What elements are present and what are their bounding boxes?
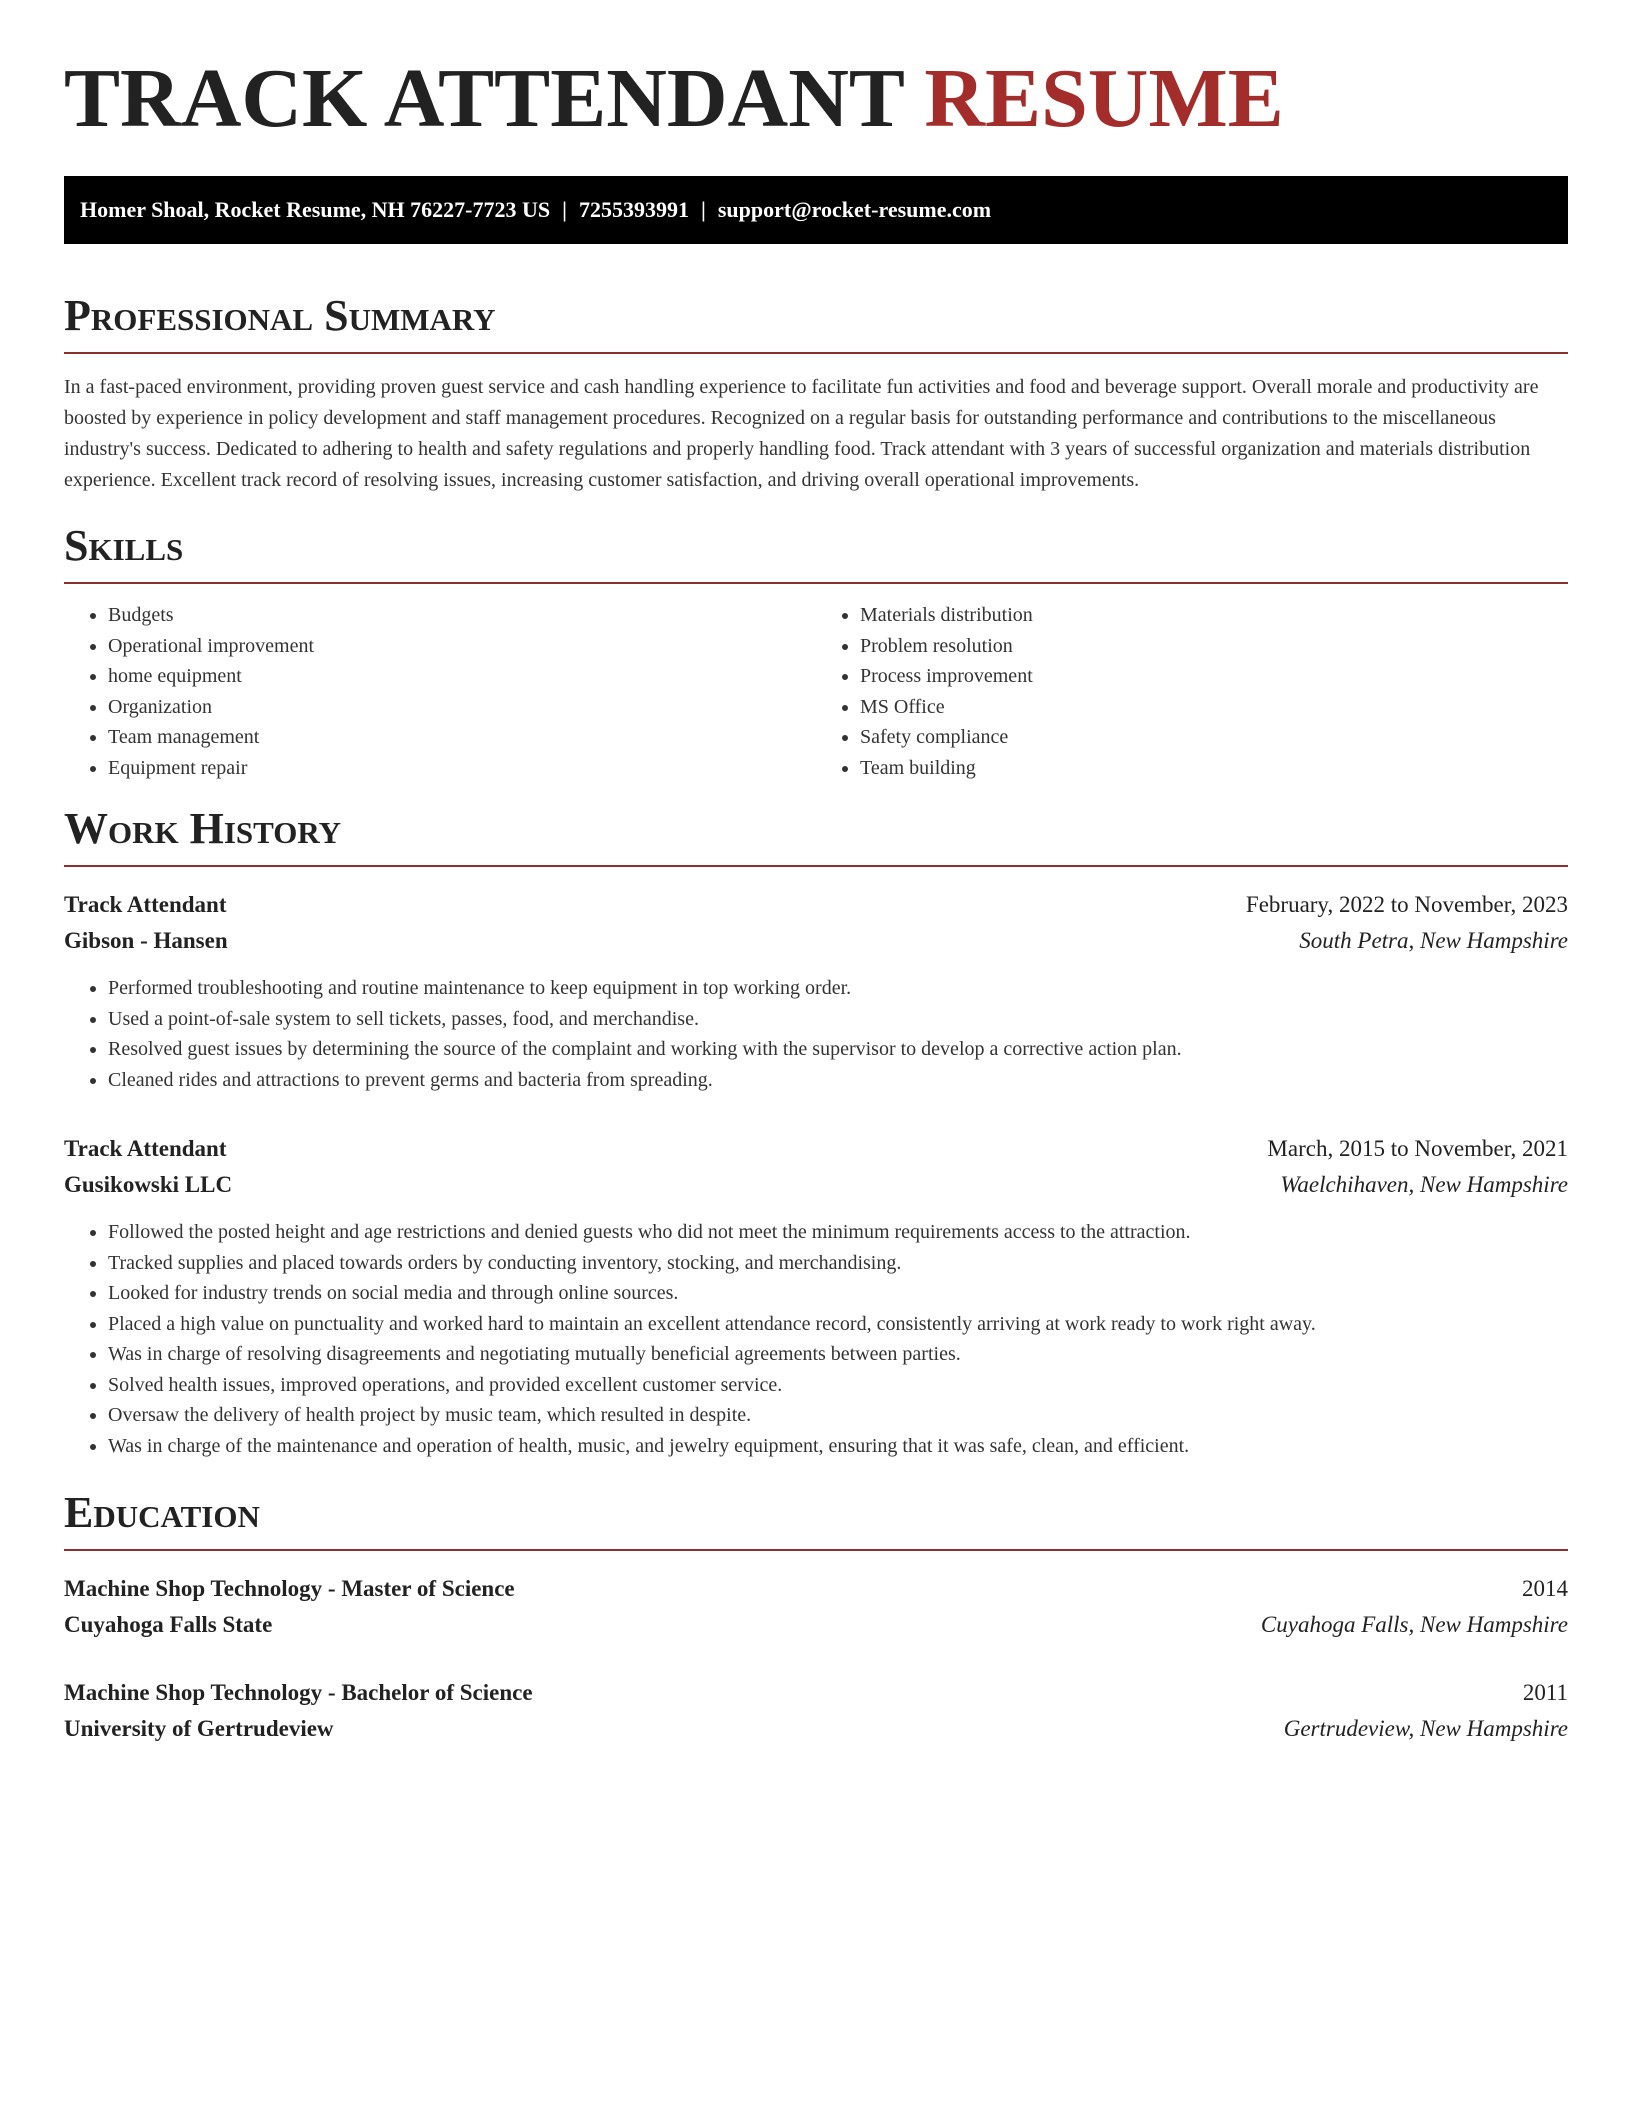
summary-text: In a fast-paced environment, providing proven guest service and cash handling experience to facilitate fun activities and food and beverage support. Overall morale and productivity are boosted by experience in policy development and staff management procedures. Recognized on a regular basis for outstanding performance and contributions to the miscellaneous industry's success. Dedicated to adhering to health and safety regulations and properly handling food. Track attendant with 3 years of successful organization and materials distribution experience. Excellent track record of resolving issues, increasing customer satisfaction, and driving overall operational improvements. [64, 376, 1539, 491]
job-bullet: • Oversaw the delivery of health project by music team, which resulted in despite. [108, 1400, 1568, 1431]
job-entry [64, 1131, 1568, 1461]
job-bullet: • Cleaned rides and attractions to prevent germs and bacteria from spreading. [108, 1065, 1568, 1096]
job-title: Track Attendant [64, 892, 227, 917]
contact-separator: | [562, 197, 567, 222]
job-dates: February, 2022 to November, 2023 [1245, 892, 1568, 917]
title-main: TRACK ATTENDANT [64, 52, 904, 145]
job-location: Waelchihaven, New Hampshire [1280, 1172, 1568, 1197]
job-dates: March, 2015 to November, 2021 [1267, 1136, 1568, 1161]
contact-bar [64, 176, 1568, 244]
education-year: 2014 [1522, 1576, 1568, 1601]
job-company: Gusikowski LLC [64, 1172, 233, 1197]
job-title: Track Attendant [64, 1136, 227, 1161]
education-location: Gertrudeview, New Hampshire [1283, 1716, 1568, 1741]
contact-separator: | [700, 197, 706, 222]
job-bullet: • Followed the posted height and age restrictions and denied guests who did not meet the minimum requirements access to the attraction. [108, 1217, 1568, 1248]
job-bullet: • Used a point-of-sale system to sell tickets, passes, food, and merchandise. [108, 1004, 1568, 1035]
skill-item: • Budgets [108, 600, 816, 631]
job-location: South Petra, New Hampshire [1299, 928, 1568, 953]
skill-item: • Problem resolution [860, 631, 1568, 662]
education-year: 2011 [1522, 1680, 1568, 1705]
education-school: Cuyahoga Falls State [64, 1612, 273, 1637]
resume-page [64, 0, 1568, 1747]
contact-address: Homer Shoal, Rocket Resume, NH 76227-7723 US [80, 197, 551, 222]
education-degree: Machine Shop Technology - Bachelor of Science [64, 1680, 533, 1705]
job-bullets [64, 973, 1568, 1095]
skill-item: • Team building [860, 753, 1568, 784]
education-entry [64, 1571, 1568, 1643]
education-entry [64, 1675, 1568, 1747]
section-heading-education: Education [64, 1489, 1568, 1551]
title-accent: RESUME [924, 52, 1284, 145]
education-school: University of Gertrudeview [64, 1716, 334, 1741]
skill-item: • Team management [108, 722, 816, 753]
skill-item: • Materials distribution [860, 600, 1568, 631]
resume-title [64, 0, 1568, 145]
job-bullet: • Looked for industry trends on social media and through online sources. [108, 1278, 1568, 1309]
skill-item: • Process improvement [860, 661, 1568, 692]
skills-column-right [816, 600, 1568, 783]
skill-item: • Operational improvement [108, 631, 816, 662]
skills-column-left [64, 600, 816, 783]
contact-email[interactable]: support@rocket-resume.com [717, 197, 992, 222]
section-heading-skills: Skills [64, 522, 1568, 584]
job-bullet: • Performed troubleshooting and routine maintenance to keep equipment in top working order. [108, 973, 1568, 1004]
job-entry [64, 887, 1568, 1095]
section-heading-work-history: Work History [64, 805, 1568, 867]
job-bullet: • Was in charge of resolving disagreements and negotiating mutually beneficial agreements between parties. [108, 1339, 1568, 1370]
skill-item: • Safety compliance [860, 722, 1568, 753]
education-degree: Machine Shop Technology - Master of Science [64, 1576, 515, 1601]
skill-item: • MS Office [860, 692, 1568, 723]
job-bullet: • Resolved guest issues by determining the source of the complaint and working with the supervisor to develop a corrective action plan. [108, 1034, 1568, 1065]
skills-list [64, 600, 1568, 783]
skill-item: • Equipment repair [108, 753, 816, 784]
job-bullet: • Was in charge of the maintenance and operation of health, music, and jewelry equipment, ensuring that it was safe, clean, and efficient. [108, 1431, 1568, 1462]
section-heading-summary: Professional Summary [64, 292, 1568, 354]
contact-phone: 7255393991 [578, 197, 689, 222]
skill-item: • home equipment [108, 661, 816, 692]
job-bullet: • Solved health issues, improved operations, and provided excellent customer service. [108, 1370, 1568, 1401]
job-company: Gibson - Hansen [64, 928, 228, 953]
job-bullet: • Tracked supplies and placed towards orders by conducting inventory, stocking, and merchandising. [108, 1248, 1568, 1279]
job-bullet: • Placed a high value on punctuality and worked hard to maintain an excellent attendance record, consistently arriving at work ready to work right away. [108, 1309, 1568, 1340]
skill-item: • Organization [108, 692, 816, 723]
job-bullets [64, 1217, 1568, 1461]
education-location: Cuyahoga Falls, New Hampshire [1260, 1612, 1568, 1637]
